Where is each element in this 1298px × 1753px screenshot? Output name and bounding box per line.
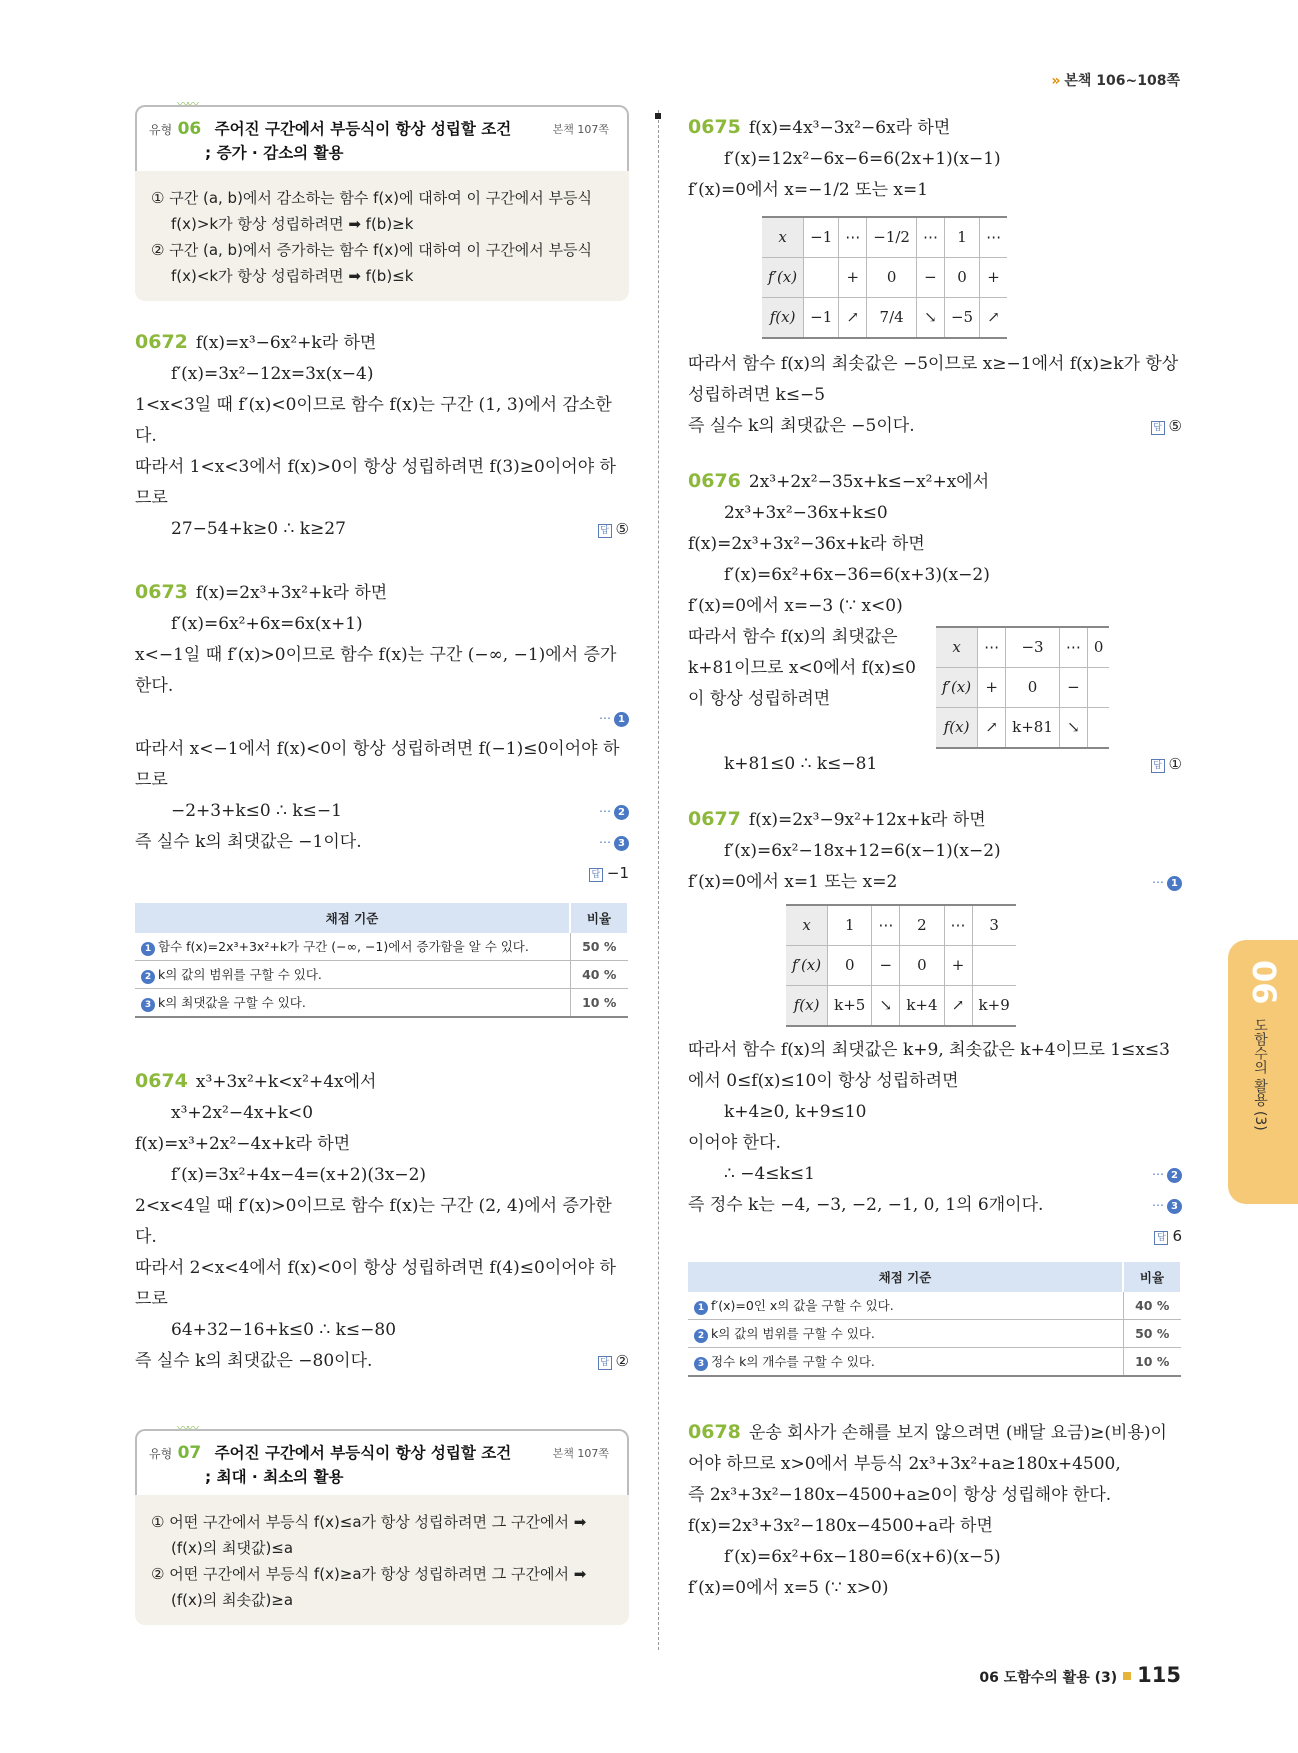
type07-title: 주어진 구간에서 부등식이 항상 성립할 조건	[214, 1444, 512, 1462]
table-cell: f′(x)	[762, 258, 804, 298]
chapter-side-tab: 06 도함수의 활용 (3)	[1228, 940, 1298, 1204]
problem-0673: 0673 f(x)=2x³+3x²+k라 하면 f′(x)=6x²+6x=6x(x+1) x<−1일 때 f′(x)>0이므로 함수 f(x)는 구간 (−∞, −1)에서 증가한다. ⋯ 1 따라서 x<−1에서 f(x)<0이 항상 성립하려면 f(−1)≤0이어야 하므로 −2+3+k≤0 ∴ k≤−1 ⋯ 2 즉 실수 k의 최댓값은 −1이다. ⋯ 3 답 −1	[135, 581, 629, 882]
sign-table-0677	[786, 904, 1016, 1027]
divider-marker	[655, 113, 661, 119]
table-cell: 0	[867, 258, 917, 298]
table-cell: k+5	[828, 986, 872, 1027]
step-1-badge: 1	[1167, 876, 1182, 891]
table-cell: +	[980, 258, 1008, 298]
step-1-badge: 1	[614, 712, 629, 727]
table-cell: +	[978, 668, 1006, 708]
table-cell: x	[786, 905, 828, 946]
problem-0672: 0672 f(x)=x³−6x²+k라 하면 f′(x)=3x²−12x=3x(x−4) 1<x<3일 때 f′(x)<0이므로 함수 f(x)는 구간 (1, 3)에서 감소한다. 따라서 1<x<3에서 f(x)>0이 항상 성립하려면 f(3)≥0이어야 하므로 27−54+k≥0 ∴ k≥27 답 ⑤	[135, 331, 629, 539]
page-header-ref: » 본책 106~108쪽	[1051, 73, 1180, 89]
table-cell: −1/2	[867, 217, 917, 258]
table-cell: ⋯	[944, 905, 972, 946]
table-cell: ⋯	[872, 905, 900, 946]
table-cell: 1	[828, 905, 872, 946]
answer-icon: 답	[1151, 421, 1165, 435]
table-cell	[1087, 668, 1109, 708]
answer-icon: 답	[589, 868, 603, 882]
table-cell: 0	[1006, 668, 1060, 708]
scoring-table-0677: 채점 기준 비율 1 f′(x)=0인 x의 값을 구할 수 있다. 40 % 2 k의 값의 범위를 구할 수 있다. 50 % 3 정수 k의 개수를 구할 수 있다. 10 %	[688, 1262, 1182, 1377]
table-cell: ⋯	[978, 627, 1006, 668]
type06-title-box: 〰〰 유형 06 주어진 구간에서 부등식이 항상 성립할 조건 본책 107쪽 ; 증가 · 감소의 활용	[135, 105, 629, 171]
table-cell: −	[916, 258, 944, 298]
wave-decoration-icon: 〰〰	[177, 97, 198, 111]
table-cell: ↘	[872, 986, 900, 1027]
table-cell: f′(x)	[786, 946, 828, 986]
table-cell: −	[872, 946, 900, 986]
sign-table-0676	[936, 626, 1109, 749]
type07-ref: 본책 107쪽	[552, 1447, 609, 1460]
step-2-badge: 2	[614, 805, 629, 820]
problem-0676: 0676 2x³+2x²−35x+k≤−x²+x에서 2x³+3x²−36x+k≤0 f(x)=2x³+3x²−36x+k라 하면 f′(x)=6x²+6x−36=6(x+3)(x−2) f′(x)=0에서 x=−3 (∵ x<0) 따라서 함수 f(x)의 최댓값은 k+81이므로 x<0에서 f(x)≤0이 항상 성립하려면 x ⋯ −3 ⋯ 0 f′(x) + 0 − f(x) ↗ k+81 ↘ k+81≤0 ∴ k≤−81 답 ①	[688, 470, 1182, 774]
table-cell: 0	[828, 946, 872, 986]
table-cell: k+81	[1006, 708, 1060, 749]
wave-decoration-icon: 〰〰	[177, 1421, 198, 1435]
table-cell: f(x)	[762, 298, 804, 339]
table-cell: ↗	[980, 298, 1008, 339]
type07-body: ① 어떤 구간에서 부등식 f(x)≤a가 항상 성립하려면 그 구간에서 ➡ (f(x)의 최댓값)≤a ② 어떤 구간에서 부등식 f(x)≥a가 항상 성립하려면 그 구간에서 ➡ (f(x)의 최솟값)≥a	[135, 1495, 629, 1625]
type06-title: 주어진 구간에서 부등식이 항상 성립할 조건	[214, 120, 512, 138]
problem-0678: 0678 운송 회사가 손해를 보지 않으려면 (배달 요금)≥(비용)이어야 하므로 x>0에서 부등식 2x³+3x²+a≥180x+4500, 즉 2x³+3x²−180x−4500+a≥0이 항상 성립해야 한다. f(x)=2x³+3x²−180x−4500+a라 하면 f′(x)=6x²+6x−180=6(x+6)(x−5) f′(x)=0에서 x=5 (∵ x>0)	[688, 1421, 1167, 1598]
table-cell: f′(x)	[936, 668, 978, 708]
page-footer: 06 도함수의 활용 (3) 115	[979, 1663, 1181, 1687]
problem-0675: 0675 f(x)=4x³−3x²−6x라 하면 f′(x)=12x²−6x−6=6(2x+1)(x−1) f′(x)=0에서 x=−1/2 또는 x=1 x −1 ⋯ −1/2 ⋯ 1 ⋯ f′(x) + 0 − 0 + f(x) −1 ↗ 7/4 ↘ −5 ↗ 따라서 함수 f(x)의 최솟값은 −5이므로 x≥−1에서 f(x)≥k가 항상 성립하려면 k≤−5 즉 실수 k의 최댓값은 −5이다. 답 ⑤	[688, 116, 1182, 436]
double-chevron-icon: »	[1051, 73, 1061, 89]
table-cell: −	[1059, 668, 1087, 708]
step-3-badge: 3	[1167, 1199, 1182, 1214]
table-cell: ↗	[978, 708, 1006, 749]
table-cell	[1087, 708, 1109, 749]
table-cell: 7/4	[867, 298, 917, 339]
table-cell: +	[839, 258, 867, 298]
problem-0674: 0674 x³+3x²+k<x²+4x에서 x³+2x²−4x+k<0 f(x)=x³+2x²−4x+k라 하면 f′(x)=3x²+4x−4=(x+2)(3x−2) 2<x<4일 때 f′(x)>0이므로 함수 f(x)는 구간 (2, 4)에서 증가한다. 따라서 2<x<4에서 f(x)<0이 항상 성립하려면 f(4)≤0이어야 하므로 64+32−16+k≤0 ∴ k≤−80 즉 실수 k의 최댓값은 −80이다. 답 ②	[135, 1070, 629, 1371]
scoring-table-0673: 채점 기준 비율 1 함수 f(x)=2x³+3x²+k가 구간 (−∞, −1)에서 증가함을 알 수 있다. 50 % 2 k의 값의 범위를 구할 수 있다. 40 % 3 k의 최댓값을 구할 수 있다. 10 %	[135, 903, 629, 1018]
table-cell: ⋯	[1059, 627, 1087, 668]
table-cell: 0	[1087, 627, 1109, 668]
sign-table-0675	[762, 216, 1007, 339]
table-cell	[972, 946, 1016, 986]
answer-icon: 답	[598, 1356, 612, 1370]
table-cell: ⋯	[916, 217, 944, 258]
table-cell	[804, 258, 839, 298]
table-cell: ⋯	[980, 217, 1008, 258]
table-cell: 0	[900, 946, 944, 986]
table-cell: 0	[944, 258, 979, 298]
table-cell: ↗	[944, 986, 972, 1027]
table-cell: −1	[804, 298, 839, 339]
right-column	[688, 112, 1182, 1604]
step-3-badge: 3	[614, 836, 629, 851]
table-cell: 2	[900, 905, 944, 946]
table-cell: ↗	[839, 298, 867, 339]
table-cell: k+9	[972, 986, 1016, 1027]
square-bullet-icon	[1123, 1672, 1131, 1680]
table-cell: 3	[972, 905, 1016, 946]
table-cell: −3	[1006, 627, 1060, 668]
type06-ref: 본책 107쪽	[552, 123, 609, 136]
table-cell: k+4	[900, 986, 944, 1027]
table-cell: f(x)	[786, 986, 828, 1027]
table-cell: x	[936, 627, 978, 668]
table-cell: ↘	[916, 298, 944, 339]
problem-0677: 0677 f(x)=2x³−9x²+12x+k라 하면 f′(x)=6x²−18x+12=6(x−1)(x−2) f′(x)=0에서 x=1 또는 x=2 ⋯ 1 x 1 ⋯ 2 ⋯ 3 f′(x) 0 − 0 + f(x) k+5 ↘ k+4 ↗ k+9 따라서 함수 f(x)의 최댓값은 k+9, 최솟값은 k+4이므로 1≤x≤3에서 0≤f(x)≤10이 항상 성립하려면 k+4≥0, k+9≤10 이어야 한다. ∴ −4≤k≤1 ⋯ 2 즉 정수 k는 −4, −3, −2, −1, 0, 1의 6개이다. ⋯ 3 답 6	[688, 808, 1182, 1245]
answer-icon: 답	[1151, 759, 1165, 773]
table-cell: f(x)	[936, 708, 978, 749]
page-number: 115	[1137, 1663, 1181, 1687]
type07-title-box: 〰〰 유형 07 주어진 구간에서 부등식이 항상 성립할 조건 본책 107쪽 ; 최대 · 최소의 활용	[135, 1429, 629, 1495]
answer-icon: 답	[598, 524, 612, 538]
column-divider	[658, 110, 659, 1650]
answer-icon: 답	[1154, 1231, 1168, 1245]
left-column	[135, 97, 629, 1625]
type06-body: ① 구간 (a, b)에서 감소하는 함수 f(x)에 대하여 이 구간에서 부등식 f(x)>k가 항상 성립하려면 ➡ f(b)≥k ② 구간 (a, b)에서 증가하는 함수 f(x)에 대하여 이 구간에서 부등식 f(x)<k가 항상 성립하려면 ➡ f(b)≤k	[135, 171, 629, 301]
table-cell: −5	[944, 298, 979, 339]
table-cell: x	[762, 217, 804, 258]
table-cell: −1	[804, 217, 839, 258]
table-cell: 1	[944, 217, 979, 258]
table-cell: +	[944, 946, 972, 986]
table-cell: ⋯	[839, 217, 867, 258]
table-cell: ↘	[1059, 708, 1087, 749]
step-2-badge: 2	[1167, 1168, 1182, 1183]
